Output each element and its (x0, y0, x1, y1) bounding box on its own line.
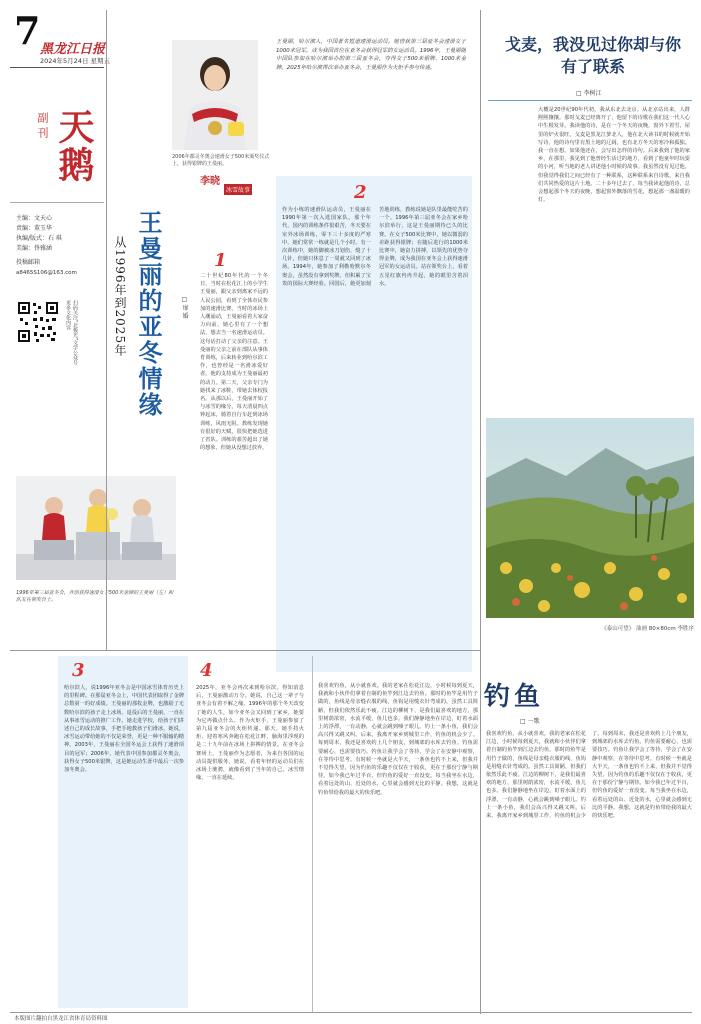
date-line: 2024年5月24日 星期五 (40, 57, 111, 65)
side-story-author: □ 李树江 (576, 90, 602, 97)
fishing-text-b: 我喜欢钓鱼，从小就喜欢。我的老家在松花江边，小时候每到夏天，我就和小伙伴们拿着自制的鱼竿到江边去钓鱼。那时的鱼竿是用竹子做的，鱼线是母亲缝衣服的线，鱼钩是用缝衣针弯成的。虽然工具简陋，但我们依然乐此不疲。江边的柳树下，是我们最喜欢的地方，那里树荫浓密，水流平缓，鱼儿也多。我们静静地坐在岸边，盯着水面上的浮漂，一有动静，心就会跳到嗓子眼儿。钓上一条小鱼，我们会高兴得又跳又叫。后来，我离开家乡到城里工作，钓鱼的机会少了。每到周末，我还是喜欢约上几个朋友，到城郊的水库去钓鱼。钓鱼需要耐心，也需要技巧。钓鱼让我学会了等待，学会了在安静中观察，在等待中思考。有时候一坐就是大半天，一条鱼也钓不上来，但我并不觉得失望，因为钓鱼的乐趣不仅仅在于收获，更在于那份宁静与期待。如今我已年过半百，但钓鱼的爱好一直没变。每当我坐在水边，看着远处的山、近处的水，心里就会感到无比的平静。我想，这就是钓鱼带给我的最大的快乐吧。 (486, 731, 692, 820)
section-number-3: 3 (72, 660, 85, 681)
credit-line: 美编：佟雅涵 (16, 245, 53, 252)
intro-text: 王曼丽，哈尔滨人，中国著名短道速滑运动员。她曾获第三届亚冬会速滑女子1000米冠军，成为我国首位在亚冬会获得冠军的女运动员。1996年，王曼丽随中国队参加在哈尔滨举办的第三届亚冬会，夺得女子500米银牌、1000米金牌。2025年哈尔滨再次举办亚冬会，王曼丽作为火炬手参与传递。 (276, 39, 466, 71)
top-photo-caption: 2006年都灵冬奥会速滑女子500米颁奖仪式上，获得银牌的王曼丽。 (172, 154, 270, 167)
section-number-1: 1 (214, 250, 227, 271)
oil-painting (486, 418, 694, 618)
section-small: 副刊 (36, 112, 49, 142)
section-1-text: 二十世纪80年代的一个冬日，当时在松花江上的小学生王曼丽，跟父亲到离家不远的人民公园，看到了全体市民参加的速滑比赛。当时的冰场上人潮涌动，王曼丽看着大家奋力向前，她心里有了一个想法，想去当一名速滑运动员。这句话打动了父亲的注意。王曼丽的父亲之前在部队从事体育训练，后来转业到哈尔滨工作，也曾经是一名滑冰爱好者。他的支持成为王曼丽最初的动力。第二天，父亲专门为她找来了冰鞋，带她去体校报名。从那以后，王曼丽开始了与冰雪的缘分。每天清晨四点钟起床，骑着自行车赶到冰场训练，风雨无阻。教练发现她有很好的天赋，很快把她选进了省队。训练的艰苦超出了她的想象，但她从没想过放弃。 (200, 273, 268, 452)
podium-photo-caption: 1996年第三届亚冬会，开创获得速滑女子500米金牌的王曼丽（左）和队友在领奖台上。 (16, 590, 174, 603)
credit-line: 执编/版式：石 琪 (16, 235, 62, 242)
fishing-author: □ 一歌 (520, 718, 540, 725)
section-3-text: 哈尔滨人，说1996年亚冬会是中国冰雪体育历史上的里程碑。在那届亚冬会上，中国代表团取得了金牌总数第一的好成绩。王曼丽的那枚金牌，也激励了无数哈尔滨的孩子走上冰场。退役后的王曼丽，一直在从事冰雪运动的推广工作。她走进学校，给孩子们讲述自己的成长故事，手把手地教孩子们滑冰。她说，冰雪运动带给她的不仅是荣誉，更是一种不服输的精神。2003年，王曼丽在全国冬运会上获得了速滑项目的冠军；2006年，她代表中国参加都灵冬奥会，获得女子500米银牌，这是她运动生涯中最后一次参加冬奥会。 (64, 685, 184, 774)
paper-name: 黑龙江日报 (40, 42, 106, 57)
credit-line: 责编：董玉华 (16, 225, 53, 232)
tag-left: 李晓 (200, 176, 220, 187)
story-tag (200, 170, 254, 200)
tag-right: 冰雪故事 (224, 184, 252, 195)
painting-caption: 《泰山可望》 油画 80×80cm 李胜序 (601, 626, 694, 632)
fishing-title: 钓鱼 (484, 682, 545, 712)
section-number-2: 2 (354, 182, 367, 203)
contact-label: 投稿邮箱 (16, 259, 41, 266)
qr-code[interactable] (16, 300, 60, 344)
headline-subtitle: 从1996年到2025年 (113, 236, 127, 358)
credit-line: 主编：文天心 (16, 215, 53, 222)
footer-note: 本版图片翻拍自黑龙江省体育局资料图 (14, 1016, 108, 1022)
section-2-text: 作为小练的速滑队运动员，王曼丽在1990年第一次入选国家队。那个年代，国内的训练条件很艰苦，冬天要在室外冰场训练，零下三十多度的严寒中，她们常常一练就是几个小时。有一次训练中，她的脚被冰刀划伤，缝了十几针，但她只休息了一周就又回到了冰场。1994年，她参加了利勒哈默尔冬奥会，虽然没有拿到奖牌，但积累了宝贵的国际大赛经验。回国后，她更加刻苦地训练，教练说她是队里最能吃苦的一个。1996年第三届亚冬会在家乡哈尔滨举行，这是王曼丽期待已久的比赛。在女子500米比赛中，她以微弱的差距获得银牌；在随后进行的1000米比赛中，她奋力拼搏，以领先的优势夺得金牌，成为我国在亚冬会上获得速滑冠军的女运动员。站在领奖台上，看着五星红旗冉冉升起，她的眼里含着泪水。 (282, 207, 468, 287)
fishing-text-a: 我喜欢钓鱼，从小就喜欢。我的老家在松花江边，小时候每到夏天，我就和小伙伴们拿着自制的鱼竿到江边去钓鱼。那时的鱼竿是用竹子做的，鱼线是母亲缝衣服的线，鱼钩是用缝衣针弯成的。虽然工具简陋，但我们依然乐此不疲。江边的柳树下，是我们最喜欢的地方，那里树荫浓密，水流平缓，鱼儿也多。我们静静地坐在岸边，盯着水面上的浮漂，一有动静，心就会跳到嗓子眼儿。钓上一条小鱼，我们会高兴得又跳又叫。后来，我离开家乡到城里工作，钓鱼的机会少了。每到周末，我还是喜欢约上几个朋友，到城郊的水库去钓鱼。钓鱼需要耐心，也需要技巧。钓鱼让我学会了等待，学会了在安静中观察，在等待中思考。有时候一坐就是大半天，一条鱼也钓不上来，但我并不觉得失望，因为钓鱼的乐趣不仅仅在于收获，更在于那份宁静与期待。如今我已年过半百，但钓鱼的爱好一直没变。每当我坐在水边，看着远处的山、近处的水，心里就会感到无比的平静。我想，这就是钓鱼带给我的最大的快乐吧。 (318, 683, 478, 796)
section-4-text: 2025年，亚冬会再次来到哈尔滨。得知消息后，王曼丽激动万分。她说，自己这一辈子与亚冬会有着不解之缘，1996年的那个冬天改变了她的人生，如今亚冬会又回到了家乡，她要为它再做点什么。作为火炬手，王曼丽参加了第九届亚冬会的火炬传递。那天，她手持火炬，迎着寒风奔跑在松花江畔，脑海里浮现的是二十九年前在冰场上拼搏的情景。在亚冬会赛场上，王曼丽作为志愿者，为来自各国的运动员提供服务。她说，看着年轻的运动员们在冰场上驰骋，就像看到了当年的自己。冰雪情缘，一直在延续。 (196, 685, 304, 782)
main-author: □ 扉 婚 (181, 296, 188, 319)
side-story-text: 大概是20世纪90年代初，我从东北去北京。从北京站出来，人群熙熙攘攘。那时戈麦已经离开了，他留下的诗歌在我们这一代人心中生根发芽。我读他的诗，是在一个冬天的夜晚，窗外下着雪，屋里的炉火很旺。戈麦是黑龙江萝北人，他在北大读书的时候就开始写诗，他的诗句里有黑土地的辽阔，也有北方冬天的寒冷和孤独。我一直在想，如果他还在，会写出怎样的诗句。后来我到了他的家乡，在那里，我见到了他曾经生活过的地方，看到了他童年时玩耍的小河，听当地的老人讲述他小时候的故事。我虽然没有见过他，但我觉得我们之间已经有了一种联系，这种联系来自诗歌，来自我们共同热爱的这片土地。二十多年过去了，每当我读起他的诗，总会想起那个冬天的夜晚，想起窗外飘落的雪花，想起那一盏温暖的灯。 (538, 107, 690, 204)
qr-caption: 扫码关注“北极光”文学公众号更多文化内容 (65, 300, 78, 366)
page-number: 7 (14, 8, 41, 53)
side-story-headline (500, 34, 686, 78)
section-number-4: 4 (200, 660, 213, 681)
section-logo: 天鹅 (53, 108, 95, 184)
credits (16, 214, 104, 278)
side-story-title: 戈麦，我没见过你却与你有了联系 (504, 35, 681, 76)
headline-title: 王曼丽的亚冬情缘 (134, 210, 163, 418)
top-photo (172, 40, 258, 150)
contact-email[interactable]: a8465S106@163.com (16, 270, 77, 276)
podium-photo (16, 476, 176, 580)
